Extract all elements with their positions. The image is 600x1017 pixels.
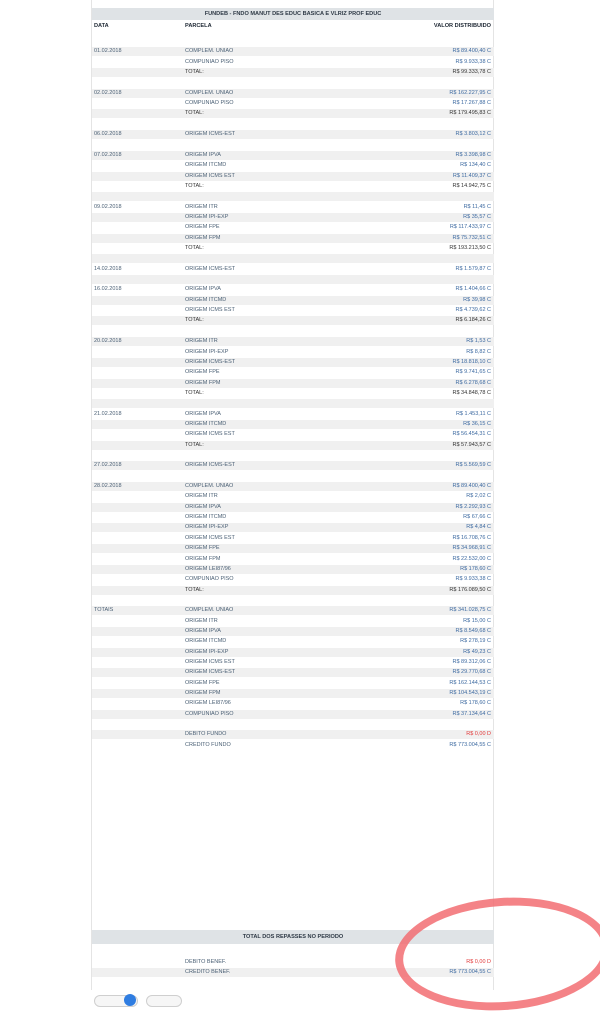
row-parcela: TOTAL: xyxy=(185,245,204,251)
toggle-knob[interactable] xyxy=(124,994,136,1006)
table-row xyxy=(92,461,494,470)
row-value: R$ 3.398,98 C xyxy=(455,151,491,158)
table-row xyxy=(92,689,494,698)
row-parcela: COMPLEM. UNIAO xyxy=(185,48,234,55)
row-value: R$ 179.495,83 C xyxy=(449,110,491,117)
row-value: R$ 178,60 C xyxy=(460,700,491,707)
row-value: R$ 89.312,06 C xyxy=(452,659,491,665)
table-row xyxy=(92,534,494,543)
row-parcela: TOTAL: xyxy=(185,441,204,448)
row-parcela: COMPUNIAO PISO xyxy=(185,58,234,65)
row-parcela: CREDITO BENEF. xyxy=(185,969,231,976)
row-value: R$ 75.732,51 C xyxy=(452,234,491,241)
row-value: R$ 2.292,93 C xyxy=(455,503,491,510)
table-row xyxy=(92,37,494,46)
row-parcela: COMPUNIAO PISO xyxy=(185,710,234,717)
row-value: R$ 37.134,64 C xyxy=(452,710,491,717)
table-row xyxy=(92,420,494,429)
table-row xyxy=(92,430,494,439)
row-parcela: ORIGEM ICMS-EST xyxy=(185,358,236,365)
table-row xyxy=(92,254,494,263)
table-row xyxy=(92,203,494,212)
row-value: R$ 178,60 C xyxy=(460,565,491,572)
column-header-data: DATA xyxy=(94,23,109,29)
table-row xyxy=(92,617,494,626)
row-parcela: ORIGEM IPVA xyxy=(185,410,221,417)
column-header-valor: VALOR DISTRIBUIDO xyxy=(433,23,491,29)
table-row xyxy=(92,492,494,501)
row-date: 20.02.2018 xyxy=(94,338,122,345)
row-value: R$ 1.579,87 C xyxy=(455,265,491,272)
row-parcela: COMPUNIAO PISO xyxy=(185,100,234,107)
row-date: 02.02.2018 xyxy=(94,89,122,96)
row-date: 01.02.2018 xyxy=(94,48,122,55)
row-parcela: ORIGEM IPVA xyxy=(185,503,221,510)
row-value: R$ 0,00 D xyxy=(466,959,491,965)
row-value: R$ 17.267,88 C xyxy=(452,100,491,107)
row-parcela: ORIGEM ICMS EST xyxy=(185,431,235,438)
row-parcela: DEBITO BENEF. xyxy=(185,959,227,965)
table-row xyxy=(92,368,494,377)
row-value: R$ 176.089,50 C xyxy=(449,586,491,593)
table-row xyxy=(92,213,494,222)
table-row xyxy=(92,544,494,553)
table-row xyxy=(92,741,494,750)
table-row xyxy=(92,348,494,357)
table-row xyxy=(92,482,494,491)
row-parcela: COMPLEM. UNIAO xyxy=(185,607,234,614)
row-parcela: ORIGEM ITCMD xyxy=(185,514,227,521)
row-parcela: ORIGEM FPM xyxy=(185,234,221,241)
period-total-header: TOTAL DOS REPASSES NO PERIODO xyxy=(92,930,494,944)
total-row xyxy=(92,441,494,450)
row-parcela: ORIGEM ICMS-EST xyxy=(185,669,236,676)
row-parcela: COMPUNIAO PISO xyxy=(185,576,234,583)
row-value: R$ 4,84 C xyxy=(466,524,491,531)
row-parcela: ORIGEM LEI87/96 xyxy=(185,565,231,572)
row-parcela: COMPLEM. UNIAO xyxy=(185,89,234,96)
table-row xyxy=(92,451,494,460)
row-parcela: ORIGEM ITR xyxy=(185,338,218,345)
table-row xyxy=(92,596,494,605)
total-row xyxy=(92,244,494,253)
total-row xyxy=(92,586,494,595)
row-value: R$ 67,66 C xyxy=(463,514,491,521)
row-value: R$ 29.770,68 C xyxy=(452,669,491,676)
row-parcela: TOTAL: xyxy=(185,110,204,117)
table-row xyxy=(92,172,494,181)
row-parcela: ORIGEM ICMS EST xyxy=(185,172,235,179)
row-value: R$ 89.400,40 C xyxy=(452,483,491,490)
table-row xyxy=(92,78,494,87)
page-toggle-right[interactable] xyxy=(146,995,182,1007)
row-date: 09.02.2018 xyxy=(94,203,122,210)
table-row xyxy=(92,627,494,636)
row-value: R$ 8,82 C xyxy=(466,348,491,355)
row-value: R$ 34.848,78 C xyxy=(452,389,491,396)
row-value: R$ 6.184,26 C xyxy=(455,317,491,324)
table-row xyxy=(92,699,494,708)
table-row xyxy=(92,637,494,646)
row-date: TOTAIS xyxy=(94,607,114,614)
row-parcela: ORIGEM ITR xyxy=(185,617,218,624)
row-value: R$ 39,98 C xyxy=(463,296,491,303)
row-parcela: ORIGEM IPI-EXP xyxy=(185,348,229,355)
row-parcela: ORIGEM FPE xyxy=(185,224,220,231)
table-row xyxy=(92,565,494,574)
row-value: R$ 4.739,62 C xyxy=(455,307,491,314)
row-date: 14.02.2018 xyxy=(94,265,122,272)
table-row xyxy=(92,47,494,56)
table-row xyxy=(92,730,494,739)
row-parcela: ORIGEM ICMS-EST xyxy=(185,131,236,138)
row-parcela: TOTAL: xyxy=(185,586,204,593)
row-value: R$ 15,00 C xyxy=(463,617,491,624)
row-parcela: ORIGEM ITR xyxy=(185,493,218,500)
table-row xyxy=(92,555,494,564)
row-parcela: DEBITO FUNDO xyxy=(185,731,227,738)
row-value: R$ 162.144,53 C xyxy=(449,679,491,686)
row-value: R$ 104.543,19 C xyxy=(449,690,491,697)
row-parcela: ORIGEM ICMS EST xyxy=(185,307,235,314)
row-value: R$ 57.943,57 C xyxy=(452,441,491,448)
table-row xyxy=(92,503,494,512)
row-date: 16.02.2018 xyxy=(94,286,122,293)
row-value: R$ 35,57 C xyxy=(463,213,491,220)
row-value: R$ 16.708,76 C xyxy=(452,534,491,541)
row-value: R$ 1.404,66 C xyxy=(455,286,491,293)
row-parcela: ORIGEM FPE xyxy=(185,679,220,686)
row-value: R$ 6.278,68 C xyxy=(455,379,491,386)
row-value: R$ 341.028,75 C xyxy=(449,607,491,614)
table-row xyxy=(92,161,494,170)
table-row xyxy=(92,141,494,150)
row-value: R$ 18.818,10 C xyxy=(452,358,491,365)
row-value: R$ 56.454,31 C xyxy=(452,431,491,438)
row-parcela: TOTAL: xyxy=(185,69,204,76)
table-row xyxy=(92,306,494,315)
table-row xyxy=(92,410,494,419)
row-value: R$ 0,00 D xyxy=(466,731,491,738)
row-value: R$ 11.409,37 C xyxy=(452,172,491,179)
row-parcela: TOTAL: xyxy=(185,317,204,324)
row-value: R$ 773.004,55 C xyxy=(449,741,491,748)
table-row xyxy=(92,89,494,98)
row-parcela: TOTAL: xyxy=(185,389,204,396)
row-value: R$ 99.333,78 C xyxy=(452,69,491,76)
total-row xyxy=(92,182,494,191)
row-parcela: TOTAL: xyxy=(185,182,204,189)
table-row xyxy=(92,523,494,532)
row-date: 07.02.2018 xyxy=(94,151,122,158)
row-value: R$ 14.942,75 C xyxy=(452,182,491,189)
row-value: R$ 773.004,55 C xyxy=(449,969,491,976)
row-parcela: ORIGEM FPM xyxy=(185,555,221,562)
row-value: R$ 22.532,00 C xyxy=(452,555,491,562)
row-value: R$ 1,53 C xyxy=(466,338,491,345)
row-value: R$ 1.453,11 C xyxy=(455,410,491,417)
row-value: R$ 8.549,68 C xyxy=(455,627,491,634)
total-row xyxy=(92,68,494,77)
row-parcela: ORIGEM ITCMD xyxy=(185,638,227,645)
table-row xyxy=(92,285,494,294)
table-row xyxy=(92,379,494,388)
row-value: R$ 162.227,95 C xyxy=(449,89,491,96)
table-row xyxy=(92,151,494,160)
row-value: R$ 11,45 C xyxy=(463,203,491,210)
column-header-parcela: PARCELA xyxy=(185,23,212,29)
row-value: R$ 117.433,97 C xyxy=(449,224,491,231)
row-parcela: ORIGEM ITCMD xyxy=(185,296,227,303)
table-row xyxy=(92,648,494,657)
row-parcela: ORIGEM FPM xyxy=(185,379,221,386)
table-row xyxy=(92,575,494,584)
total-row xyxy=(92,109,494,118)
row-value: R$ 193.213,50 C xyxy=(449,245,491,251)
row-parcela: ORIGEM ICMS EST xyxy=(185,659,235,665)
table-row xyxy=(92,472,494,481)
table-row xyxy=(92,192,494,201)
row-date: 27.02.2018 xyxy=(94,462,122,469)
row-parcela: ORIGEM FPE xyxy=(185,369,220,376)
row-parcela: ORIGEM LEI87/96 xyxy=(185,700,231,707)
total-row xyxy=(92,389,494,398)
row-parcela: ORIGEM IPVA xyxy=(185,151,221,158)
table-row xyxy=(92,399,494,408)
table-row xyxy=(92,679,494,688)
row-parcela: ORIGEM ICMS-EST xyxy=(185,265,236,272)
table-row xyxy=(92,296,494,305)
table-row xyxy=(92,658,494,667)
row-parcela: ORIGEM IPI-EXP xyxy=(185,648,229,655)
row-value: R$ 9.933,38 C xyxy=(455,576,491,583)
table-row xyxy=(92,120,494,129)
row-date: 28.02.2018 xyxy=(94,483,122,490)
row-parcela: ORIGEM ICMS-EST xyxy=(185,462,236,469)
row-date: 21.02.2018 xyxy=(94,410,122,417)
table-row xyxy=(92,513,494,522)
row-value: R$ 36,15 C xyxy=(463,420,491,427)
table-row xyxy=(92,327,494,336)
table-row xyxy=(92,606,494,615)
row-value: R$ 5.569,59 C xyxy=(455,462,491,469)
row-parcela: ORIGEM ICMS EST xyxy=(185,534,235,541)
table-row xyxy=(92,275,494,284)
row-value: R$ 134,40 C xyxy=(460,162,491,169)
row-parcela: ORIGEM IPVA xyxy=(185,286,221,293)
table-row xyxy=(92,668,494,677)
table-row xyxy=(92,337,494,346)
table-row xyxy=(92,710,494,719)
row-parcela: ORIGEM IPVA xyxy=(185,627,221,634)
row-value: R$ 89.400,40 C xyxy=(452,48,491,55)
table-row xyxy=(92,223,494,232)
table-row xyxy=(92,720,494,729)
row-parcela: ORIGEM FPM xyxy=(185,690,221,697)
row-parcela: CREDITO FUNDO xyxy=(185,741,231,748)
row-value: R$ 9.741,65 C xyxy=(455,369,491,376)
row-value: R$ 2,02 C xyxy=(466,493,491,500)
row-parcela: ORIGEM IPI-EXP xyxy=(185,524,229,531)
row-date: 06.02.2018 xyxy=(94,131,122,138)
report-title: FUNDEB - FNDO MANUT DES EDUC BASICA E VLRIZ PROF EDUC xyxy=(92,8,494,20)
row-parcela: ORIGEM FPE xyxy=(185,545,220,552)
table-row xyxy=(92,130,494,139)
row-parcela: ORIGEM ITR xyxy=(185,203,218,210)
row-parcela: COMPLEM. UNIAO xyxy=(185,483,234,490)
row-value: R$ 34.968,91 C xyxy=(452,545,491,552)
table-row xyxy=(92,58,494,67)
row-value: R$ 9.933,38 C xyxy=(455,58,491,65)
row-parcela: ORIGEM ITCMD xyxy=(185,162,227,169)
row-parcela: ORIGEM ITCMD xyxy=(185,420,227,427)
row-parcela: ORIGEM IPI-EXP xyxy=(185,213,229,220)
row-value: R$ 49,23 C xyxy=(463,648,491,655)
table-row xyxy=(92,234,494,243)
total-row xyxy=(92,316,494,325)
table-row xyxy=(92,265,494,274)
row-value: R$ 3.803,12 C xyxy=(455,131,491,138)
table-row xyxy=(92,99,494,108)
row-value: R$ 278,19 C xyxy=(460,638,491,645)
table-row xyxy=(92,358,494,367)
